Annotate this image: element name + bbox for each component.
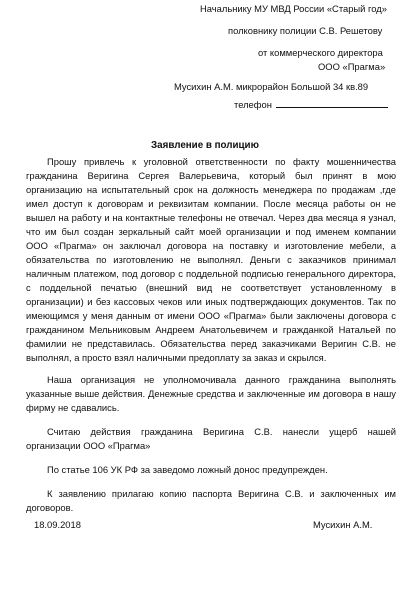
header-sender-company: ООО «Прагма» <box>318 61 386 72</box>
document-title: Заявление в полицию <box>151 140 259 151</box>
signature-name: Мусихин А.М. <box>313 519 373 530</box>
paragraph-attachments: К заявлению прилагаю копию паспорта Веригина С.В. и заключенных им договоров. <box>26 488 396 513</box>
paragraph-main: Прошу привлечь к уголовной ответственности по факту мошенничества гражданина Веригина Сергея Валерьевича, который был принят в мою организацию на испытательный срок на должность менеджера по продажам ,где имел доступ к договорам и реквизитам компании. После месяца работы он не вышел на работу и на контактные телефоны не отвечал. Через два месяца я узнал, что им был создан зеркальный сайт моей организации и под именем компании ООО «Прагма» он заключал договора на поставку и изготовление мебели, а обязательства по изготовлению не выполнял. Деньги с заказчиков принимал наличным платежом, под договор с поддельной подписью генерального директора, с поддельной печатью (внешний вид не соответствует установленному в организации) и без кассовых чеков или иных подтверждающих документов. Так по имеющимся у меня данным от имени ООО «Прагма» были заключены договора с гражданином Мельниковым Андреем Анатольевичем и гражданкой Натальей по фамилии не представилась. Обязательства перед заказчиками Веригин С.В. не выполнял, а просто взял наличными предоплату за заказ и скрылся. <box>26 156 396 363</box>
document-date: 18.09.2018 <box>34 519 81 530</box>
paragraph-damage: Считаю действия гражданина Веригина С.В. нанесли ущерб нашей организации ООО «Прагма» <box>26 426 396 451</box>
header-addressee: Начальнику МУ МВД России «Старый год» <box>200 3 387 14</box>
header-sender-position: от коммерческого директора <box>258 47 383 58</box>
header-sender-address: Мусихин А.М. микрорайон Большой 34 кв.89 <box>174 81 369 92</box>
header-phone <box>234 98 388 112</box>
phone-blank-line <box>276 98 388 108</box>
paragraph-warning: По статье 106 УК РФ за заведомо ложный донос предупрежден. <box>47 464 328 475</box>
document-body <box>26 155 396 525</box>
phone-label: телефон <box>234 99 272 110</box>
paragraph-organization: Наша организация не уполномочивала данного гражданина выполнять указанные выше действия. Денежные средства и заключенные им договора в нашу фирму не сдавались. <box>26 374 396 413</box>
header-addressee-rank: полковнику полиции С.В. Решетову <box>228 25 383 36</box>
